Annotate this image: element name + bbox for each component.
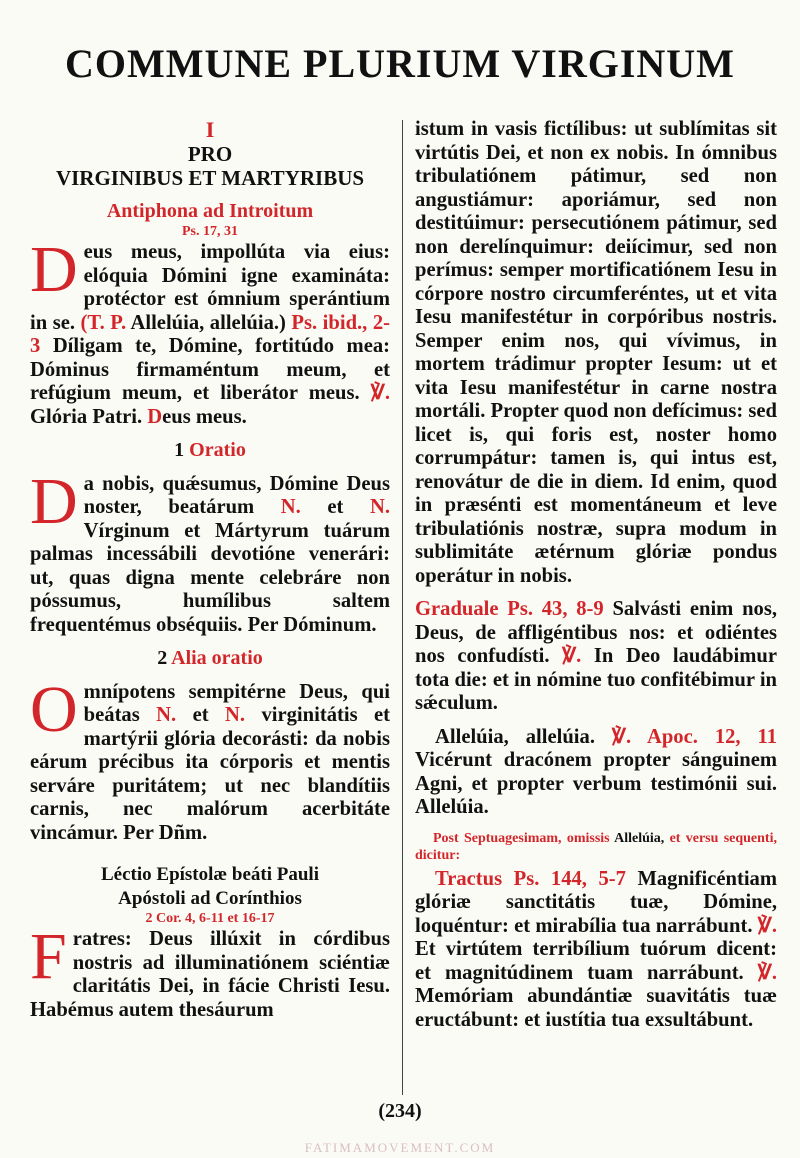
alia-oratio-heading — [30, 647, 390, 671]
name-placeholder: N. — [369, 496, 390, 518]
tractus-label: Tractus Ps. 144, 5-7 — [435, 867, 626, 890]
tractus — [415, 868, 777, 1033]
oratio-text — [30, 464, 390, 638]
graduale-label: Graduale Ps. 43, 8-9 — [415, 598, 604, 620]
versicle-symbol: ℣. — [562, 645, 582, 667]
graduale-text-2: In Deo laudábimur tota die: et in nómine tuo confitébimur in sǽculum. — [415, 645, 777, 714]
versicle-symbol: ℣. — [757, 961, 777, 984]
alia-title: Alia oratio — [171, 647, 263, 669]
oratio-title: Oratio — [189, 439, 246, 461]
introit-text-3: Glória Patri. — [30, 405, 148, 428]
versicle-symbol: ℣. — [757, 914, 777, 937]
column-divider — [402, 120, 403, 1095]
lectio-title-1: Léctio Epístolæ beáti Pauli — [101, 864, 319, 885]
epistle-continuation: istum in vasis fictílibus: ut sublímitas sit virtútis Dei, et non ex nobis. In ómnibus tribulatiónem pátimur, sed non angustiámur: aporiámur, sed non destitúimur: persecutiónem pátimur, sed non derelínquimur: deiícimur, sed non perímus: semper mortificatiónem Iesu in córpore nostro circumferéntes, ut et vita Iesu manifestétur in corpóribus nostris. Semper enim nos, qui vívimus, in mortem trádimur propter Iesum: ut et vita Iesu manifestétur in carne nostra mortáli. Propter quod non defícimus: sed licet is, qui foris est, noster homo corrumpátur: tamen is, qui intus est, renovátur de die in diem. Id enim, quod in præsénti est momentáneum et leve tribulatiónis nostræ, supra modum in sublimitáte ætérnum glóriæ pondus operátur in nobis. — [415, 118, 777, 587]
dropcap: D — [30, 233, 78, 306]
section-numeral: I — [205, 117, 215, 142]
lectio-body: ratres: Deus illúxit in córdibus nostris ad illuminatiónem sciéntiæ claritátis Dei, in fácie Christi Iesu. Habémus autem thesáurum — [30, 928, 390, 1021]
introit-text-1: eus meus, impollúta via eius: elóquia Dómini igne examináta: protéctor est ómnium sperántium in se. — [30, 241, 390, 334]
watermark: FATIMAMOVEMENT.COM — [304, 1140, 496, 1155]
alia-text-2: et — [176, 704, 226, 726]
introit-text-2: Díligam te, Dómine, fortitúdo mea: Dóminus firmaméntum meum, et refúgium meum, et liberátor meus. — [30, 335, 390, 404]
heading-virginibus: VIRGINIBUS ET MARTYRIBUS — [55, 165, 365, 190]
dropcap: F — [30, 920, 67, 993]
alleluia-text-2: Vicérunt dracónem propter sánguinem Agni, et propter verbum testimónii sui. Allelúia. — [415, 749, 777, 818]
graduale-text-1: Salvásti enim nos, Deus, de affligéntibus nos: et odiéntes nos confudísti. — [415, 598, 777, 667]
lectio-ref: 2 Cor. 4, 6-11 et 16-17 — [145, 911, 275, 926]
red-initial: D — [147, 405, 163, 428]
introit-text — [30, 233, 390, 429]
rubric-black: Allelúia, — [614, 830, 665, 846]
page-title: COMMUNE PLURIUM VIRGINUM — [65, 41, 735, 86]
dropcap: D — [30, 464, 78, 538]
graduale — [415, 598, 777, 716]
alleluia — [415, 726, 777, 820]
left-column — [30, 118, 390, 1022]
versicle-symbol: ℣. — [611, 725, 632, 748]
oratio-text-2: et — [300, 496, 370, 518]
alia-number: 2 — [157, 647, 168, 669]
tractus-text-3: Memóriam abundántiæ suavitátis tuæ eructábunt: et iustítia tua exsultábunt. — [415, 985, 777, 1031]
introit-ref: Ps. 17, 31 — [182, 224, 238, 239]
oratio-number: 1 — [174, 439, 185, 461]
lectio-text — [30, 920, 390, 1022]
introit-alleluia: Allelúia, allelúia.) — [126, 311, 286, 334]
oratio-text-1: a nobis, quǽsumus, Dómine Deus noster, beatárum — [83, 472, 390, 518]
rubric-2: et versu sequenti, dicitur: — [415, 830, 777, 863]
page-number: (234) — [378, 1100, 422, 1122]
oratio-heading — [30, 439, 390, 463]
versicle-symbol: ℣. — [370, 382, 390, 404]
tp-marker: (T. P. — [80, 311, 127, 334]
lectio-title-2: Apóstoli ad Corínthios — [118, 887, 302, 909]
rubric-note — [415, 830, 777, 864]
heading-pro: PRO — [187, 141, 233, 166]
name-placeholder: N. — [225, 704, 246, 726]
rubric-1: Post Septuagesimam, omissis — [433, 830, 615, 846]
name-placeholder: N. — [280, 496, 301, 518]
tractus-text-1: Magnificéntiam glóriæ sanctitátis tuæ, Dómine, loquéntur: et mirabília tua narrábunt. — [415, 867, 777, 937]
right-column — [415, 118, 777, 1032]
alia-text-3: virginitátis et martýrii glória decorásti: da nobis eárum précibus ita córporis et mentis serváre puritátem; ut nec blandítiis carnis, nec malórum acerbitáte vincámur. Per Dñm. — [30, 704, 390, 844]
psalm-ref: Ps. ibid., 2-3 — [30, 311, 390, 357]
introit-text-4: eus meus. — [162, 405, 247, 428]
introit-title: Antiphona ad Introitum — [106, 199, 314, 222]
tractus-text-2: Et virtútem terribílium tuórum dicent: et magnitúdinem tuam narrábunt. — [415, 938, 777, 984]
alia-text-1: mnípotens sempitérne Deus, qui beátas — [83, 680, 390, 726]
alia-oratio-text — [30, 672, 390, 846]
dropcap: O — [30, 672, 78, 746]
alleluia-ref: Apoc. 12, 11 — [631, 725, 777, 748]
name-placeholder: N. — [156, 704, 177, 726]
alleluia-text-1: Allelúia, allelúia. — [435, 725, 612, 748]
oratio-text-3: Vírginum et Mártyrum tuárum palmas incessábili devotióne venerári: ut, quas digna mente celebráre non póssumus, humílibus saltem frequentémus obséquiis. Per Dóminum. — [30, 519, 390, 636]
